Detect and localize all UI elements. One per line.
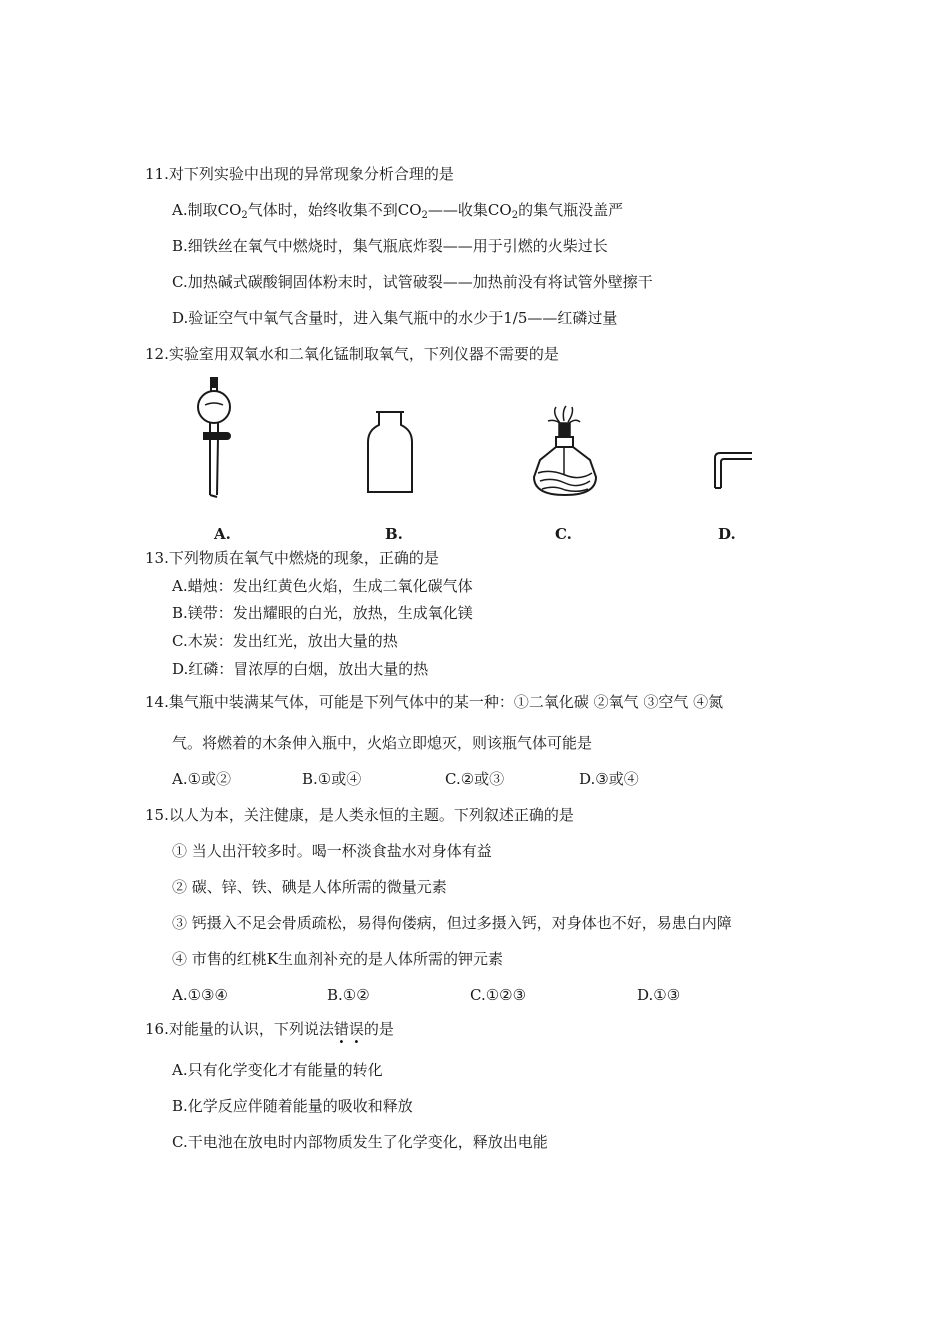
q15-statement-3: ③ 钙摄入不足会骨质疏松，易得佝偻病，但过多摄入钙，对身体也不好，易患白内障	[172, 914, 732, 932]
q11-stem: 11.对下列实验中出现的异常现象分析合理的是	[145, 165, 454, 183]
q13-stem: 13.下列物质在氧气中燃烧的现象，正确的是	[145, 549, 439, 567]
q12-stem: 12.实验室用双氧水和二氧化锰制取氧气，下列仪器不需要的是	[145, 345, 559, 363]
gas-collecting-bottle-figure	[365, 410, 415, 495]
q15-stem: 15.以人为本，关注健康，是人类永恒的主题。下列叙述正确的是	[145, 806, 574, 824]
q14-stem-continued: 气。将燃着的木条伸入瓶中，火焰立即熄灭，则该瓶气体可能是	[172, 734, 593, 752]
figure-label-a: A.	[214, 525, 231, 543]
q14-stem: 14.集气瓶中装满某气体，可能是下列气体中的某一种：①二氧化碳 ②氧气 ③空气 ④氮	[145, 693, 724, 711]
bent-glass-tube-figure	[710, 450, 755, 490]
q11-option-d: D.验证空气中氧气含量时，进入集气瓶中的水少于1/5——红磷过量	[172, 309, 618, 327]
q15-statement-4: ④ 市售的红桃K生血剂补充的是人体所需的钾元素	[172, 950, 503, 968]
q15-statement-1: ① 当人出汗较多时。喝一杯淡食盐水对身体有益	[172, 842, 492, 860]
q16-stem: 16.对能量的认识，下列说法错误的是	[145, 1020, 394, 1038]
figure-label-d: D.	[718, 525, 736, 543]
q15-statement-2: ② 碳、锌、铁、碘是人体所需的微量元素	[172, 878, 447, 896]
q14-option-d: D.③或④	[579, 770, 639, 788]
alcohol-lamp-figure	[530, 405, 600, 500]
figure-label-c: C.	[555, 525, 572, 543]
separatory-funnel-figure	[190, 375, 240, 500]
q14-option-a: A.①或②	[172, 770, 232, 788]
q13-option-c: C.木炭：发出红光，放出大量的热	[172, 632, 398, 650]
emphasis-char: 错	[333, 1020, 349, 1038]
figure-label-b: B.	[385, 525, 403, 543]
q15-option-d: D.①③	[637, 986, 681, 1004]
q16-option-b: B.化学反应伴随着能量的吸收和释放	[172, 1097, 413, 1115]
q11-option-b: B.细铁丝在氧气中燃烧时，集气瓶底炸裂——用于引燃的火柴过长	[172, 237, 608, 255]
q15-option-a: A.①③④	[172, 986, 228, 1004]
q15-option-c: C.①②③	[470, 986, 527, 1004]
q16-option-a: A.只有化学变化才有能量的转化	[172, 1061, 383, 1079]
q13-option-b: B.镁带：发出耀眼的白光，放热，生成氧化镁	[172, 604, 473, 622]
q13-option-d: D.红磷：冒浓厚的白烟，放出大量的热	[172, 660, 429, 678]
q16-option-c: C.干电池在放电时内部物质发生了化学变化，释放出电能	[172, 1133, 548, 1151]
q11-option-c: C.加热碱式碳酸铜固体粉末时，试管破裂——加热前没有将试管外壁擦干	[172, 273, 653, 291]
q13-option-a: A.蜡烛：发出红黄色火焰，生成二氧化碳气体	[172, 577, 473, 595]
emphasis-char: 误	[348, 1020, 364, 1038]
q15-option-b: B.①②	[327, 986, 370, 1004]
q14-option-b: B.①或④	[302, 770, 362, 788]
q11-option-a: A.制取$CO_2$气体时，始终收集不到$CO_2——$收集$CO_2$的集气瓶没盖严	[172, 201, 624, 221]
q14-option-c: C.②或③	[445, 770, 505, 788]
